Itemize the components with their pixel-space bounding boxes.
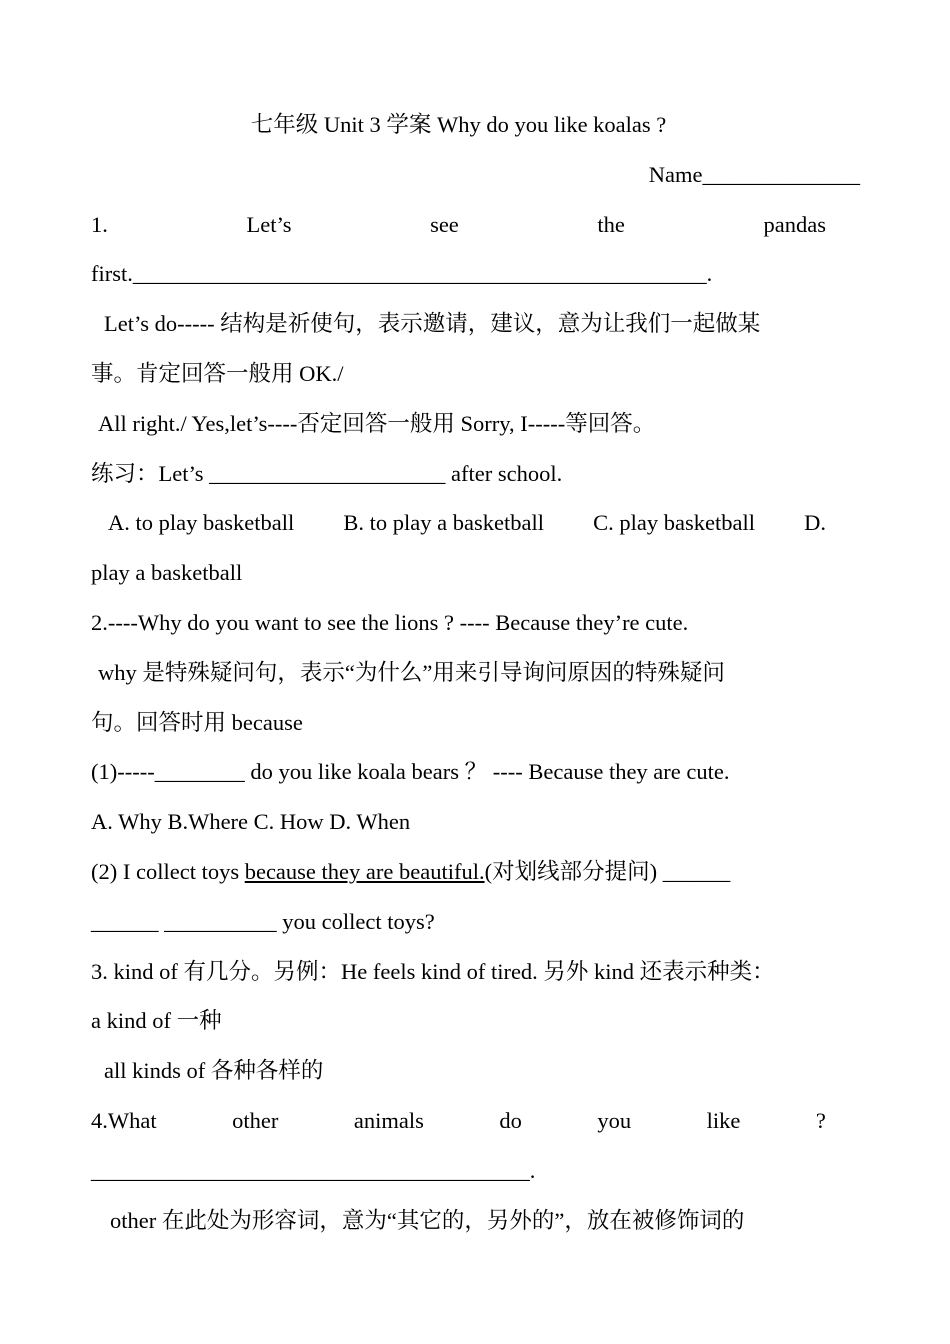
q3-line2: a kind of 一种 <box>91 1008 222 1034</box>
q1-word: 1. <box>91 211 108 237</box>
q4-word: do <box>499 1107 522 1133</box>
q4-blank-line: _______________________________________. <box>91 1157 536 1183</box>
q4-line1 <box>91 1096 826 1146</box>
q4-note1: other 在此处为形容词，意为“其它的，另外的”，放在被修饰词的 <box>110 1207 745 1233</box>
q2-line1: 2.----Why do you want to see the lions ? ---- Because they’re cute. <box>91 609 689 635</box>
q4-word: 4.What <box>91 1107 157 1133</box>
q1-options <box>91 498 826 548</box>
q4-word: animals <box>353 1107 424 1133</box>
option-d: D. <box>804 510 826 536</box>
underlined-phrase: because they are beautiful. <box>244 858 485 884</box>
q2-sub2-post: (对划线部分提问) ______ <box>484 858 731 884</box>
q2-sub2 <box>91 847 826 897</box>
q3-line3: all kinds of 各种各样的 <box>104 1058 324 1084</box>
name-field-label: Name______________ <box>648 161 860 187</box>
worksheet <box>91 100 860 1245</box>
page-title: 七年级 Unit 3 学案 Why do you like koalas ? <box>250 112 667 137</box>
q4-word: other <box>232 1107 279 1133</box>
q4-word: you <box>597 1107 632 1133</box>
q1-note1: Let’s do----- 结构是祈使句，表示邀请，建议，意为让我们一起做某 <box>104 311 761 337</box>
q2-note1: why 是特殊疑问句，表示“为什么”用来引导询问原因的特殊疑问 <box>98 659 725 685</box>
q4-word: like <box>706 1107 741 1133</box>
q4-word: ? <box>815 1107 826 1133</box>
option-a: A. to play basketball <box>108 510 295 536</box>
q1-blank-line: first.___________________________________________________. <box>91 261 713 287</box>
q1-practice: 练习：Let’s _____________________ after school. <box>91 460 563 486</box>
option-c: C. play basketball <box>593 510 755 536</box>
q2-sub1-options: A. Why B.Where C. How D. When <box>91 809 411 835</box>
q1-note3: All right./ Yes,let’s----否定回答一般用 Sorry, I-----等回答。 <box>98 410 656 436</box>
q1-note2: 事。肯定回答一般用 OK./ <box>91 360 344 386</box>
q2-note2: 句。回答时用 because <box>91 709 303 735</box>
q1-word: Let’s <box>246 211 292 237</box>
q3-line1: 3. kind of 有几分。另例：He feels kind of tired. 另外 kind 还表示种类： <box>91 958 775 984</box>
q2-sub1: (1)-----________ do you like koala bears ？ ---- Because they are cute. <box>91 759 730 785</box>
q2-sub2-pre: (2) I collect toys <box>91 858 245 884</box>
q1-word: see <box>430 211 459 237</box>
q1-line1 <box>91 200 826 250</box>
q2-sub2-line2: ______ __________ you collect toys? <box>91 908 435 934</box>
q1-word: the <box>597 211 625 237</box>
q1-word: pandas <box>763 211 826 237</box>
option-b: B. to play a basketball <box>343 510 544 536</box>
option-d-continued: play a basketball <box>91 560 243 586</box>
